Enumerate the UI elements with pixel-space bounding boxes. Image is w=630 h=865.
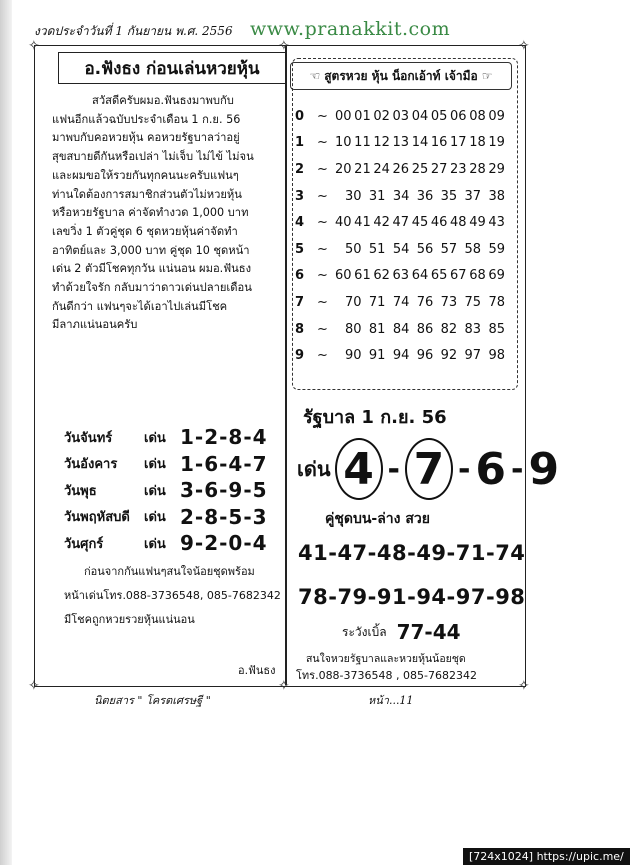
- grid-number: 00: [335, 108, 352, 124]
- pair-title: คู่ชุดบน-ล่าง สวย: [325, 511, 430, 527]
- contact-phone: โทร.088-3736548 , 085-7682342: [296, 669, 477, 682]
- grid-number: 46: [430, 215, 448, 231]
- corner-star-icon: ✧: [518, 678, 530, 694]
- grid-number: 98: [488, 348, 505, 364]
- day-numbers: 1-2-8-4: [180, 425, 268, 450]
- signature: อ.ฟันธง: [238, 664, 276, 677]
- play-label: เด่น: [144, 430, 166, 446]
- grid-numbers: [335, 135, 505, 150]
- grid-number: 08: [469, 108, 486, 124]
- day-numbers: 9-2-0-4: [180, 531, 268, 556]
- grid-number: 97: [464, 348, 482, 364]
- grid-row: [295, 209, 505, 236]
- grid-digit: 5: [295, 241, 305, 257]
- grid-number: 25: [411, 161, 429, 177]
- hand-icon: ☜: [309, 69, 321, 83]
- day-row: [64, 477, 284, 504]
- grid-number: 20: [335, 161, 352, 177]
- grid-number: 40: [335, 215, 352, 231]
- featured-digits: [297, 438, 559, 500]
- grid-number: 70: [345, 294, 362, 310]
- grid-number: 42: [373, 215, 390, 231]
- grid-digit: 9: [295, 348, 305, 364]
- grid-number: 56: [416, 241, 434, 257]
- grid-digit: 8: [295, 321, 305, 337]
- featured-digit: 6: [475, 443, 507, 495]
- left-title: อ.ฟังธง ก่อนเล่นหวยหุ้น: [58, 52, 286, 84]
- grid-number: 34: [392, 188, 410, 204]
- grid-number: 27: [430, 161, 448, 177]
- grid-number: 29: [488, 161, 505, 177]
- paragraph-line: มาพบกับคอหวยหุ้น คอหวยรัฐบาลว่าอยู่: [52, 131, 240, 145]
- grid-number: 09: [488, 108, 505, 124]
- formula-grid: [295, 103, 505, 369]
- website-url[interactable]: www.pranakkit.com: [250, 18, 451, 40]
- grid-number: 48: [450, 215, 467, 231]
- grid-number: 50: [345, 241, 362, 257]
- paragraph-line: หรือหวยรัฐบาล ค่าจัดทำงวด 1,000 บาท: [52, 206, 249, 220]
- grid-tilde: ~: [317, 135, 328, 151]
- grid-numbers: [335, 348, 505, 363]
- day-row: [64, 530, 284, 557]
- grid-number: 14: [411, 135, 429, 151]
- grid-row: [295, 316, 505, 343]
- grid-tilde: ~: [317, 268, 328, 284]
- grid-digit: 3: [295, 188, 305, 204]
- grid-number: 69: [488, 268, 505, 284]
- grid-number: 05: [430, 108, 448, 124]
- paragraph-line: เด่น 2 ตัวมีโชคทุกวัน แน่นอน ผมอ.ฟันธง: [52, 262, 252, 276]
- grid-number: 06: [450, 108, 467, 124]
- digit-separator: -: [457, 451, 471, 487]
- grid-number: 23: [450, 161, 467, 177]
- interest-note: สนใจหวยรัฐบาลและหวยหุ้นน้อยชุด: [306, 653, 466, 665]
- grid-tilde: ~: [317, 215, 328, 231]
- grid-number: 49: [469, 215, 486, 231]
- grid-number: 96: [416, 348, 434, 364]
- grid-number: 26: [392, 161, 410, 177]
- digit-separator: -: [511, 451, 524, 487]
- grid-number: 17: [450, 135, 467, 151]
- grid-number: 90: [345, 348, 362, 364]
- grid-number: 11: [354, 135, 371, 151]
- grid-number: 16: [430, 135, 448, 151]
- play-label: เด่น: [144, 536, 166, 552]
- grid-number: 03: [392, 108, 410, 124]
- grid-row: [295, 130, 505, 157]
- grid-number: 18: [469, 135, 486, 151]
- grid-number: 02: [373, 108, 390, 124]
- grid-numbers: [335, 189, 505, 204]
- grid-tilde: ~: [317, 321, 328, 337]
- grid-number: 36: [416, 188, 434, 204]
- grid-number: 85: [488, 321, 505, 337]
- grid-digit: 0: [295, 108, 305, 124]
- grid-number: 57: [440, 241, 458, 257]
- contact-phone: หน้าเด่นโทร.088-3736548, 085-7682342: [64, 589, 281, 602]
- grid-row: [295, 156, 505, 183]
- grid-number: 35: [440, 188, 458, 204]
- corner-star-icon: ✧: [278, 678, 290, 694]
- grid-row: [295, 103, 505, 130]
- play-label: เด่น: [144, 483, 166, 499]
- grid-tilde: ~: [317, 188, 328, 204]
- corner-star-icon: ✧: [28, 678, 40, 694]
- paragraph-line: ทำด้วยใจรัก กลับมาว่าดาวเด่นปลายเดือน: [52, 281, 252, 295]
- paragraph-line: อาทิตย์และ 3,000 บาท คู่ชุด 10 ชุดหน้า: [52, 243, 250, 257]
- grid-numbers: [335, 295, 505, 310]
- featured-digit-circled: 7: [405, 438, 453, 500]
- paragraph-line: สุขสบายดีกันหรือเปล่า ไม่เจ็บ ไม่ไข้ ไม่จน: [52, 150, 254, 164]
- grid-number: 65: [430, 268, 448, 284]
- backup-row: [342, 620, 461, 644]
- grid-number: 01: [354, 108, 371, 124]
- pair-numbers: 41-47-48-49-71-74: [298, 541, 526, 565]
- day-row: [64, 424, 284, 451]
- pair-numbers: 78-79-91-94-97-98: [298, 585, 526, 609]
- featured-digit: 9: [528, 443, 560, 495]
- grid-number: 19: [488, 135, 505, 151]
- grid-digit: 7: [295, 294, 305, 310]
- grid-number: 54: [392, 241, 410, 257]
- day-row: [64, 504, 284, 531]
- grid-tilde: ~: [317, 241, 328, 257]
- grid-number: 86: [416, 321, 434, 337]
- hand-icon: ☞: [481, 69, 493, 83]
- paragraph-line: ท่านใดต้องการสมาชิกส่วนตัวไม่หวยหุ้น: [52, 187, 242, 201]
- grid-row: [295, 183, 505, 210]
- grid-number: 78: [488, 294, 505, 310]
- grid-number: 43: [488, 215, 505, 231]
- grid-numbers: [335, 215, 505, 230]
- day-name: วันพุธ: [64, 483, 97, 499]
- grid-digit: 2: [295, 161, 305, 177]
- grid-row: [295, 342, 505, 369]
- paragraph-line: เลขวิ่ง 1 ตัวคู่ชุด 6 ชุดหวยหุ้นค่าจัดทำ: [52, 224, 238, 238]
- grid-row: [295, 263, 505, 290]
- grid-number: 47: [392, 215, 410, 231]
- grid-number: 12: [373, 135, 390, 151]
- grid-number: 81: [368, 321, 386, 337]
- day-name: วันอังคาร: [64, 457, 118, 473]
- grid-number: 60: [335, 268, 352, 284]
- grid-number: 68: [469, 268, 486, 284]
- grid-number: 45: [411, 215, 429, 231]
- grid-tilde: ~: [317, 161, 328, 177]
- issue-date: งวดประจำวันที่ 1 กันยายน พ.ศ. 2556: [34, 24, 233, 38]
- grid-numbers: [335, 268, 505, 283]
- grid-number: 30: [345, 188, 362, 204]
- grid-number: 67: [450, 268, 467, 284]
- grid-number: 37: [464, 188, 482, 204]
- paragraph-line: แฟนอีกแล้วฉบับประจำเดือน 1 ก.ย. 56: [52, 112, 241, 126]
- play-label: เด่น: [297, 457, 331, 481]
- play-label: เด่น: [144, 457, 166, 473]
- grid-number: 76: [416, 294, 434, 310]
- featured-digit-circled: 4: [335, 438, 383, 500]
- grid-number: 31: [368, 188, 386, 204]
- grid-number: 80: [345, 321, 362, 337]
- grid-number: 71: [368, 294, 386, 310]
- corner-star-icon: ✧: [28, 38, 40, 54]
- grid-number: 38: [488, 188, 505, 204]
- corner-star-icon: ✧: [518, 38, 530, 54]
- backup-label: ระวังเบิ้ล: [342, 624, 387, 639]
- backup-numbers: 77-44: [396, 620, 461, 644]
- grid-number: 24: [373, 161, 390, 177]
- day-name: วันจันทร์: [64, 430, 113, 446]
- paragraph-line: สวัสดีครับผมอ.ฟันธงมาพบกับ: [92, 94, 234, 107]
- grid-number: 84: [392, 321, 410, 337]
- grid-row: [295, 236, 505, 263]
- grid-number: 13: [392, 135, 410, 151]
- scan-edge: [0, 0, 12, 865]
- government-title: รัฐบาล 1 ก.ย. 56: [303, 407, 447, 428]
- day-name: วันศุกร์: [64, 536, 104, 552]
- contact-line: ก่อนจากกันแฟนๆสนใจน้อยชุดพร้อม: [84, 565, 255, 578]
- grid-number: 75: [464, 294, 482, 310]
- grid-numbers: [335, 162, 505, 177]
- paragraph-line: และผมขอให้รวยกันทุกคนนะครับแฟนๆ: [52, 168, 239, 182]
- grid-number: 10: [335, 135, 352, 151]
- grid-number: 28: [469, 161, 486, 177]
- day-numbers: 1-6-4-7: [180, 451, 268, 476]
- grid-number: 91: [368, 348, 386, 364]
- grid-number: 92: [440, 348, 458, 364]
- image-size-badge[interactable]: [724x1024] https://upic.me/: [463, 848, 630, 865]
- grid-tilde: ~: [317, 294, 328, 310]
- grid-number: 62: [373, 268, 390, 284]
- formula-title-text: สูตรหวย หุ้น น็อกเอ้าท์ เจ้ามือ: [324, 68, 478, 83]
- day-name: วันพฤหัสบดี: [64, 510, 130, 526]
- formula-title: [290, 62, 512, 90]
- paragraph-line: มีลาภแน่นอนครับ: [52, 318, 138, 332]
- daily-numbers: [64, 424, 284, 557]
- grid-numbers: [335, 109, 505, 124]
- grid-number: 64: [411, 268, 429, 284]
- grid-digit: 6: [295, 268, 305, 284]
- grid-number: 41: [354, 215, 371, 231]
- paragraph-line: กันดีกว่า แฟนๆจะได้เอาไปเล่นมีโชค: [52, 299, 228, 313]
- grid-number: 58: [464, 241, 482, 257]
- day-numbers: 3-6-9-5: [180, 478, 268, 503]
- grid-numbers: [335, 242, 505, 257]
- grid-row: [295, 289, 505, 316]
- grid-number: 74: [392, 294, 410, 310]
- grid-number: 21: [354, 161, 371, 177]
- grid-number: 73: [440, 294, 458, 310]
- grid-number: 61: [354, 268, 371, 284]
- grid-number: 94: [392, 348, 410, 364]
- grid-digit: 4: [295, 215, 305, 231]
- grid-number: 83: [464, 321, 482, 337]
- grid-number: 51: [368, 241, 386, 257]
- grid-number: 82: [440, 321, 458, 337]
- grid-number: 59: [488, 241, 505, 257]
- play-label: เด่น: [144, 510, 166, 526]
- grid-numbers: [335, 322, 505, 337]
- grid-tilde: ~: [317, 348, 328, 364]
- grid-number: 63: [392, 268, 410, 284]
- digit-separator: -: [387, 451, 400, 487]
- grid-digit: 1: [295, 135, 305, 151]
- day-numbers: 2-8-5-3: [180, 504, 268, 529]
- page-number: หน้า...11: [368, 694, 414, 707]
- corner-star-icon: ✧: [278, 38, 290, 54]
- grid-tilde: ~: [317, 108, 328, 124]
- intro-paragraph: [52, 92, 290, 335]
- day-row: [64, 451, 284, 478]
- contact-line: มีโชคถูกหวยรวยหุ้นแน่นอน: [64, 613, 195, 626]
- grid-number: 04: [411, 108, 429, 124]
- magazine-name: นิตยสาร " โครตเศรษฐี ": [94, 694, 211, 707]
